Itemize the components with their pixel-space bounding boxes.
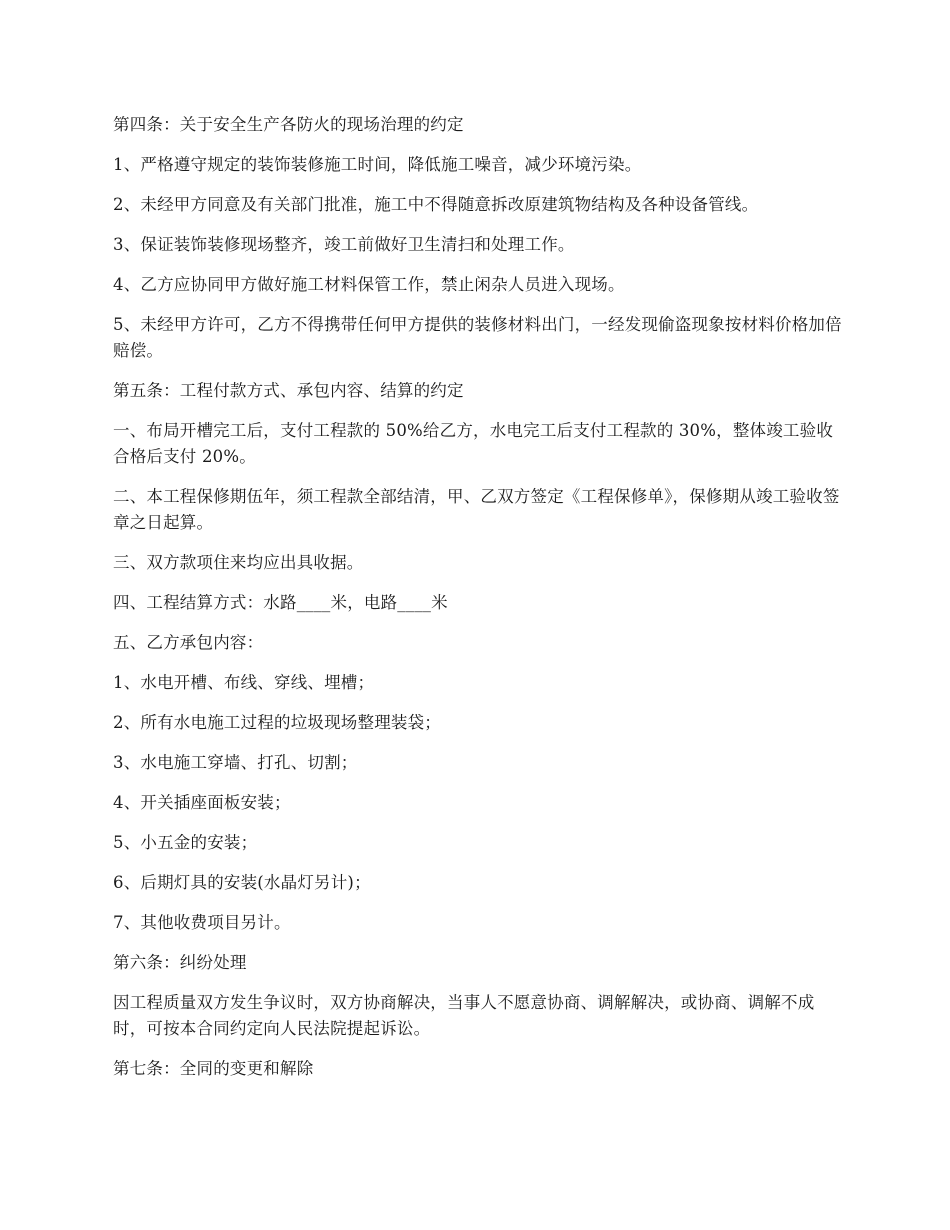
scope-item-7: 7、其他收费项目另计。: [113, 913, 291, 932]
article-4-item-1: 1、严格遵守规定的装饰装修施工时间，降低施工噪音，减少环境污染。: [113, 155, 642, 174]
article-5-clause-4: 四、工程结算方式：水路____米，电路____米: [113, 593, 448, 612]
article-4-item-3: 3、保证装饰装修现场整齐，竣工前做好卫生清扫和处理工作。: [113, 235, 575, 254]
article-4-item-2: 2、未经甲方同意及有关部门批准，施工中不得随意拆改原建筑物结构及各种设备管线。: [113, 195, 759, 214]
article-5-clause-1: 一、布局开槽完工后，支付工程款的 50%给乙方，水电完工后支付工程款的 30%，整体竣工验收合格后支付 20%。: [113, 421, 834, 466]
article-7-heading: 第七条：全同的变更和解除: [113, 1059, 314, 1078]
document-body: [113, 112, 843, 1096]
article-5-clause-2: 二、本工程保修期伍年，须工程款全部结清，甲、乙双方签定《工程保修单》，保修期从竣工验收签章之日起算。: [113, 487, 840, 532]
scope-item-4: 4、开关插座面板安装；: [113, 793, 291, 812]
article-4-item-4: 4、乙方应协同甲方做好施工材料保管工作，禁止闲杂人员进入现场。: [113, 275, 625, 294]
article-6-heading: 第六条：纠纷处理: [113, 953, 247, 972]
article-5-heading: 第五条：工程付款方式、承包内容、结算的约定: [113, 381, 464, 400]
scope-item-3: 3、水电施工穿墙、打孔、切割；: [113, 753, 358, 772]
scope-item-6: 6、后期灯具的安装(水晶灯另计)；: [113, 873, 371, 892]
article-5-clause-5: 五、乙方承包内容：: [113, 633, 264, 652]
article-6-body: 因工程质量双方发生争议时，双方协商解决，当事人不愿意协商、调解解决，或协商、调解不成时，可按本合同约定向人民法院提起诉讼。: [113, 993, 815, 1038]
scope-item-1: 1、水电开槽、布线、穿线、埋槽；: [113, 673, 375, 692]
article-4-heading: 第四条：关于安全生产各防火的现场治理的约定: [113, 115, 464, 134]
scope-item-2: 2、所有水电施工过程的垃圾现场整理装袋；: [113, 713, 441, 732]
article-5-clause-3: 三、双方款项住来均应出具收据。: [113, 553, 364, 572]
article-4-item-5: 5、未经甲方许可，乙方不得携带任何甲方提供的装修材料出门，一经发现偷盗现象按材料价格加倍赔偿。: [113, 315, 842, 360]
scope-item-5: 5、小五金的安装；: [113, 833, 258, 852]
